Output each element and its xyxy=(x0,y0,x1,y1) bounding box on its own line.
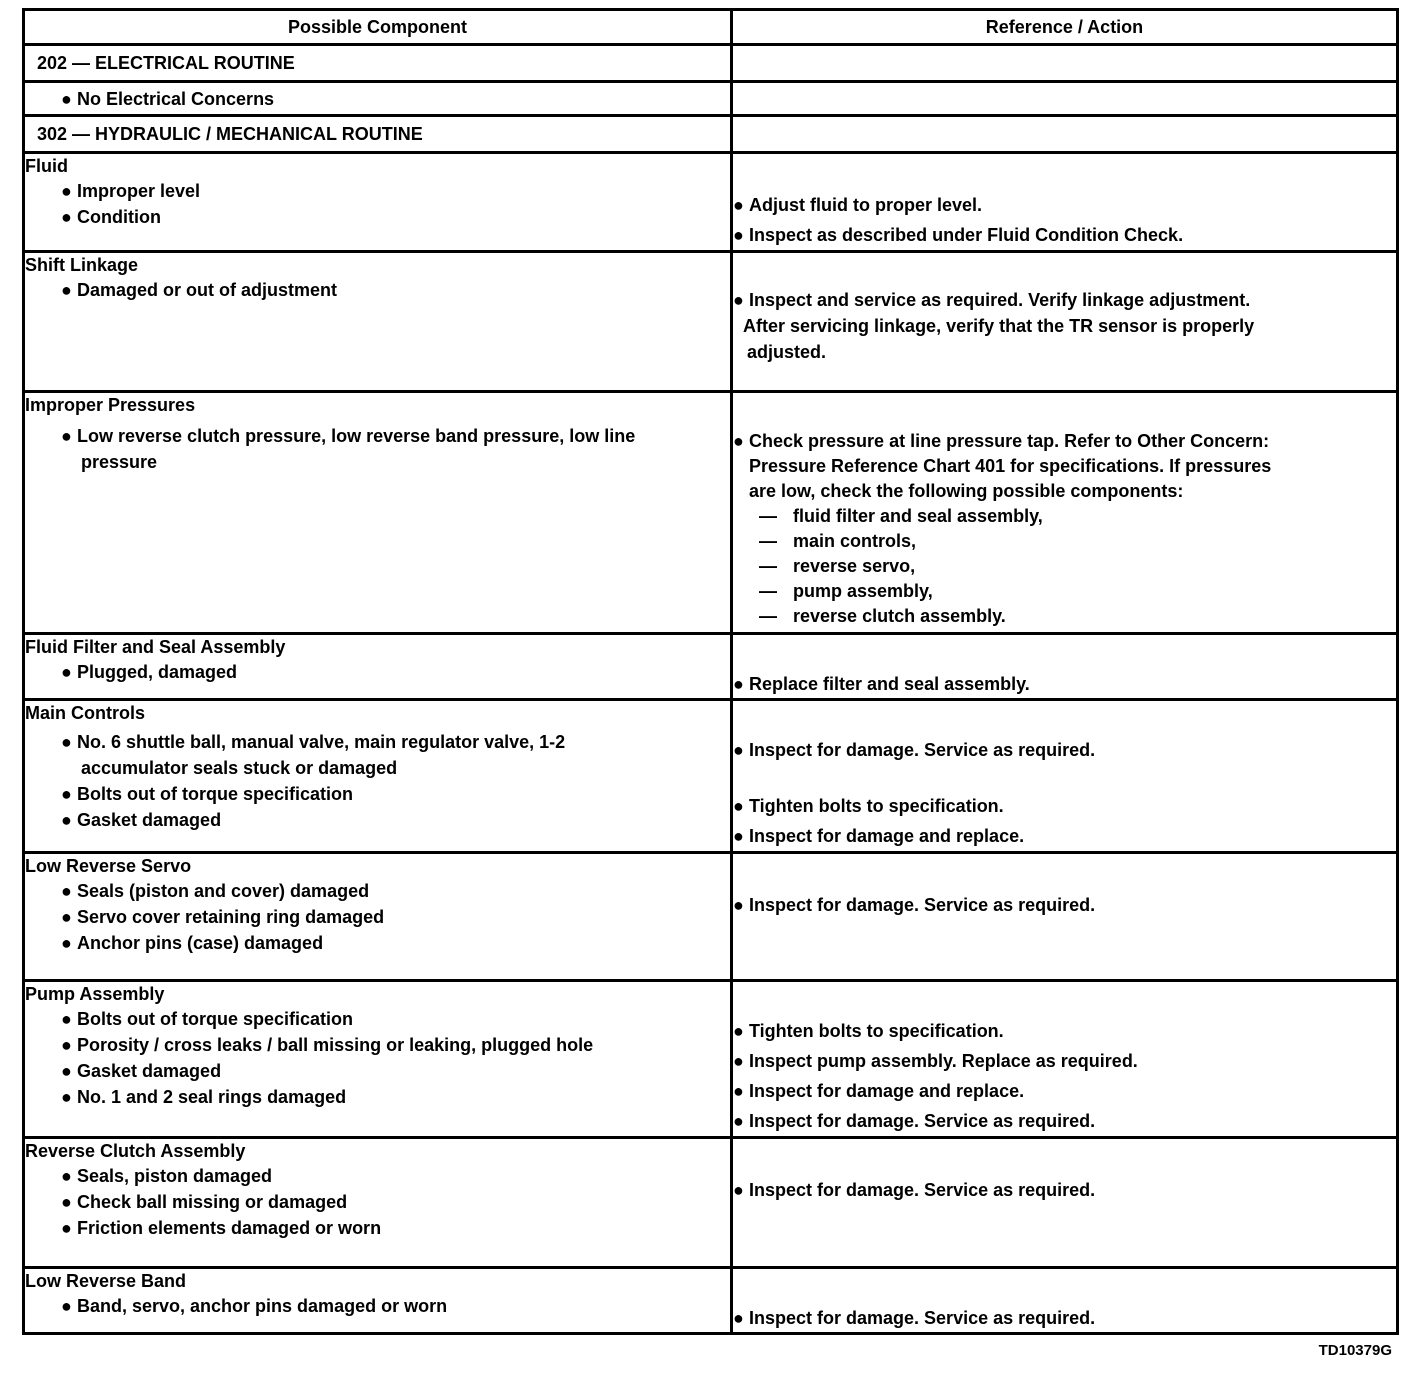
servo-title: Low Reverse Servo xyxy=(25,856,192,876)
bullet-icon: ● xyxy=(733,740,744,760)
routine-202-row xyxy=(24,45,1398,82)
pump-item: No. 1 and 2 seal rings damaged xyxy=(77,1087,347,1107)
bullet-icon: ● xyxy=(61,1296,72,1316)
servo-action: Inspect for damage. Service as required. xyxy=(749,895,1096,915)
bullet-icon: ● xyxy=(733,290,744,310)
fluid-title: Fluid xyxy=(25,156,68,176)
pressure-component: fluid filter and seal assembly, xyxy=(793,506,1043,526)
bullet-icon: ● xyxy=(61,907,72,927)
pump-action: Inspect for damage. Service as required. xyxy=(749,1111,1096,1131)
pump-action: Inspect pump assembly. Replace as required. xyxy=(749,1051,1138,1071)
dash-icon: — xyxy=(759,506,777,526)
filter-action: Replace filter and seal assembly. xyxy=(749,674,1030,694)
fluid-action: Inspect as described under Fluid Condition Check. xyxy=(749,225,1184,245)
servo-item: Seals (piston and cover) damaged xyxy=(77,881,370,901)
clutch-item: Seals, piston damaged xyxy=(77,1166,273,1186)
clutch-action: Inspect for damage. Service as required. xyxy=(749,1180,1096,1200)
no-electrical-row xyxy=(24,82,1398,116)
shift-linkage-action: Inspect and service as required. Verify linkage adjustment. xyxy=(749,290,1251,310)
bullet-icon: ● xyxy=(733,225,744,245)
bullet-icon: ● xyxy=(61,181,72,201)
bullet-icon: ● xyxy=(61,1166,72,1186)
no-electrical-item: No Electrical Concerns xyxy=(77,88,275,109)
main-controls-item: No. 6 shuttle ball, manual valve, main regulator valve, 1-2 xyxy=(77,732,566,752)
bullet-icon: ● xyxy=(733,796,744,816)
filter-item: Plugged, damaged xyxy=(77,662,238,682)
bullet-icon: ● xyxy=(61,1087,72,1107)
shift-linkage-action: adjusted. xyxy=(747,342,827,362)
pressure-component: pump assembly, xyxy=(793,581,933,601)
main-controls-item: accumulator seals stuck or damaged xyxy=(81,758,398,778)
pressure-component: reverse servo, xyxy=(793,556,916,576)
bullet-icon: ● xyxy=(733,1081,744,1101)
servo-item: Servo cover retaining ring damaged xyxy=(77,907,385,927)
routine-302-row xyxy=(24,116,1398,153)
bullet-icon: ● xyxy=(61,1009,72,1029)
pressures-row xyxy=(24,392,1398,634)
servo-item: Anchor pins (case) damaged xyxy=(77,933,324,953)
bullet-icon: ● xyxy=(733,1051,744,1071)
band-row xyxy=(24,1268,1398,1334)
main-controls-action: Tighten bolts to specification. xyxy=(749,796,1004,816)
dash-icon: — xyxy=(759,606,777,626)
main-controls-action: Inspect for damage. Service as required. xyxy=(749,740,1096,760)
band-title: Low Reverse Band xyxy=(25,1271,187,1291)
dash-icon: — xyxy=(759,556,777,576)
pressures-item: Low reverse clutch pressure, low reverse band pressure, low line xyxy=(77,426,636,446)
fluid-item: Condition xyxy=(77,207,161,227)
shift-linkage-title: Shift Linkage xyxy=(25,255,139,275)
main-controls-row xyxy=(24,700,1398,853)
main-controls-item: Bolts out of torque specification xyxy=(77,784,354,804)
bullet-icon: ● xyxy=(61,881,72,901)
routine-302-title: 302 — HYDRAULIC / MECHANICAL ROUTINE xyxy=(24,116,732,153)
pressures-action: Pressure Reference Chart 401 for specifications. If pressures xyxy=(749,456,1272,476)
header-row xyxy=(24,10,1398,45)
pressures-action: are low, check the following possible components: xyxy=(749,481,1184,501)
band-item: Band, servo, anchor pins damaged or worn xyxy=(77,1296,448,1316)
bullet-icon: ● xyxy=(733,1021,744,1041)
bullet-icon: ● xyxy=(61,662,72,682)
bullet-icon: ● xyxy=(733,895,744,915)
filter-row xyxy=(24,634,1398,700)
filter-title: Fluid Filter and Seal Assembly xyxy=(25,637,286,657)
figure-code: TD10379G xyxy=(1318,1342,1392,1359)
bullet-icon: ● xyxy=(61,1035,72,1055)
bullet-icon: ● xyxy=(61,1061,72,1081)
bullet-icon: ● xyxy=(733,674,744,694)
pump-action: Inspect for damage and replace. xyxy=(749,1081,1025,1101)
header-action: Reference / Action xyxy=(732,10,1398,45)
dash-icon: — xyxy=(759,581,777,601)
servo-row xyxy=(24,853,1398,981)
clutch-item: Check ball missing or damaged xyxy=(77,1192,348,1212)
shift-linkage-row xyxy=(24,252,1398,392)
clutch-item: Friction elements damaged or worn xyxy=(77,1218,382,1238)
bullet-icon: ● xyxy=(61,810,72,830)
main-controls-item: Gasket damaged xyxy=(77,810,222,830)
pressures-action: Check pressure at line pressure tap. Refer to Other Concern: xyxy=(749,431,1270,451)
bullet-icon: ● xyxy=(61,933,72,953)
clutch-title: Reverse Clutch Assembly xyxy=(25,1141,246,1161)
pump-item: Bolts out of torque specification xyxy=(77,1009,354,1029)
bullet-icon: ● xyxy=(61,784,72,804)
header-component: Possible Component xyxy=(24,10,732,45)
pump-row xyxy=(24,981,1398,1138)
bullet-icon: ● xyxy=(733,1111,744,1131)
diagnostic-chart xyxy=(22,8,1399,1335)
shift-linkage-item: Damaged or out of adjustment xyxy=(77,280,338,300)
bullet-icon: ● xyxy=(61,1218,72,1238)
dash-icon: — xyxy=(759,531,777,551)
pressures-item: pressure xyxy=(81,452,158,472)
fluid-action: Adjust fluid to proper level. xyxy=(749,195,983,215)
fluid-row xyxy=(24,153,1398,252)
main-controls-title: Main Controls xyxy=(25,703,145,723)
clutch-row xyxy=(24,1138,1398,1268)
bullet-icon: ● xyxy=(733,1308,744,1328)
bullet-icon: ● xyxy=(733,826,744,846)
pump-item: Porosity / cross leaks / ball missing or leaking, plugged hole xyxy=(77,1035,594,1055)
pressures-title: Improper Pressures xyxy=(25,395,196,415)
bullet-icon: ● xyxy=(733,431,744,451)
band-action: Inspect for damage. Service as required. xyxy=(749,1308,1096,1328)
bullet-icon: ● xyxy=(61,88,72,109)
pressure-component: main controls, xyxy=(793,531,917,551)
pressure-component: reverse clutch assembly. xyxy=(793,606,1006,626)
fluid-item: Improper level xyxy=(77,181,201,201)
routine-202-title: 202 — ELECTRICAL ROUTINE xyxy=(24,45,732,82)
pump-action: Tighten bolts to specification. xyxy=(749,1021,1004,1041)
bullet-icon: ● xyxy=(61,426,72,446)
bullet-icon: ● xyxy=(61,207,72,227)
bullet-icon: ● xyxy=(733,195,744,215)
bullet-icon: ● xyxy=(61,280,72,300)
pump-item: Gasket damaged xyxy=(77,1061,222,1081)
bullet-icon: ● xyxy=(61,732,72,752)
bullet-icon: ● xyxy=(733,1180,744,1200)
bullet-icon: ● xyxy=(61,1192,72,1212)
shift-linkage-action: After servicing linkage, verify that the TR sensor is properly xyxy=(743,316,1255,336)
pump-title: Pump Assembly xyxy=(25,984,165,1004)
main-controls-action: Inspect for damage and replace. xyxy=(749,826,1025,846)
